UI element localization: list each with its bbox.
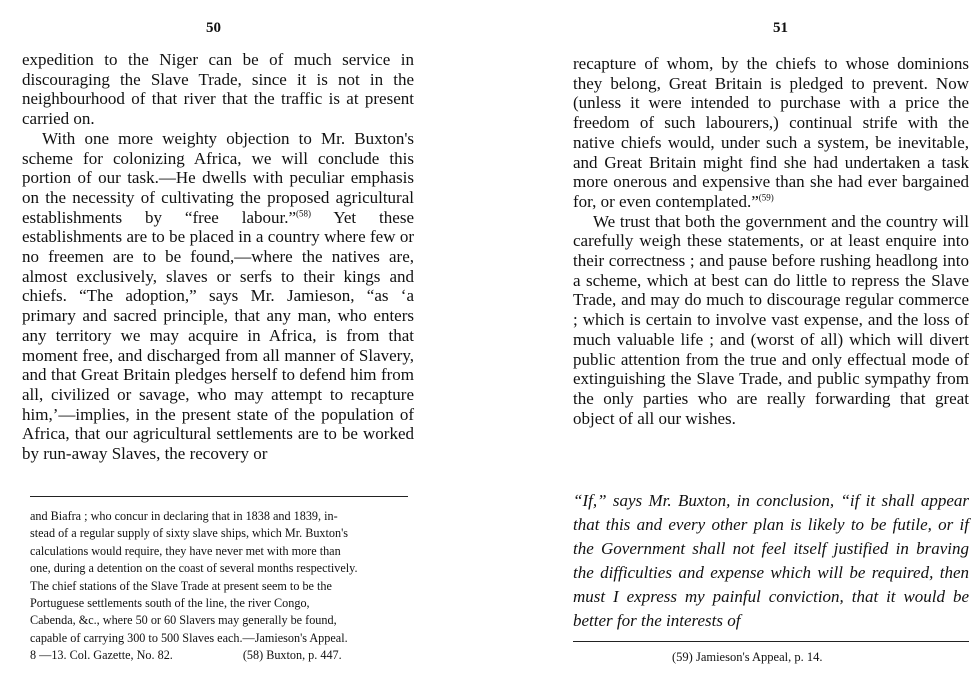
footnote-line: Portuguese settlements south of the line, the river Congo, — [30, 596, 310, 611]
paragraph: We trust that both the government and the country will carefully weigh these statements, or at least enquire into their correctness ; and pause before rushing headlong into a scheme, which at best can do little to repress the Slave Trade, and may do much to discourage regular commerce ; which is certain to involve vast expense, and the loss of much valuable life ; and (worst of all) which will divert public attention from the true and only effectual mode of extinguishing the Slave Trade, and public sympathy from the only parties who are really forwarding that great object of all our wishes. — [573, 211, 969, 428]
footnote-59: (59) Jamieson's Appeal, p. 14. — [672, 650, 823, 664]
footnote-line — [30, 647, 416, 664]
paragraph: expedition to the Niger can be of much service in discouraging the Slave Trade, since it is not in the neighbourhood of that river that the traffic is at present carried on. — [22, 50, 414, 129]
paragraph — [22, 129, 414, 464]
page-number: 50 — [206, 20, 221, 36]
body-text — [573, 54, 969, 428]
block-quote: “If,” says Mr. Buxton, in conclusion, “if it shall appear that this and every other plan is likely to be futile, or if the Government shall not feel itself justified in braving the difficulties and expense which will be required, then must I express my painful conviction, that it would be better for the interests of — [573, 491, 969, 630]
footnote-citation: 8 —13. Col. Gazette, No. 82. — [30, 648, 173, 663]
paragraph-text: With one more weighty objection to Mr. Buxton's scheme for colonizing Africa, we will conclude this portion of our task.—He dwells with peculiar emphasis on the necessity of cultivating the proposed agricultural establishments by “free labour.” — [22, 128, 414, 227]
page-number: 51 — [773, 20, 788, 36]
footnote-line: stead of a regular supply of sixty slave ships, which Mr. Buxton's — [30, 526, 349, 541]
footnote-line: calculations would require, they have never met with more than — [30, 543, 341, 558]
paragraph-text: recapture of whom, by the chiefs to whose dominions they belong, Great Britain is pledged to prevent. Now (unless it were intended to purchase with a price the freedom of such labourers,) continual strife with the native chiefs would, under such a system, be inevitable, and Great Britain might find she had undertaken a task more onerous and expensive than she had ever bargained for, or even contemplated.” — [573, 54, 969, 211]
paragraph-text: Yet these establishments are to be placed in a country where few or no freemen are to be found,—where the natives are, almost exclusively, slaves or serfs to their kings and chiefs. “The adoption,” says Mr. Jamieson, “as ‘a primary and sacred principle, that any man, who enters any territory we may acquire in Africa, is from that moment free, and discharged from all manner of Slavery, and that Great Britain pledges herself to defend him from all, civilized or savage, who may attempt to recapture him,’—implies, in the present state of the population of Africa, that our agricultural settlements are to be worked by run-away Slaves, the recovery or — [22, 207, 414, 464]
footnote-reference: (59) — [758, 192, 774, 203]
footnote-line: and Biafra ; who concur in declaring that in 1838 and 1839, in- — [30, 509, 338, 523]
footnote-reference: (58) — [296, 207, 312, 218]
footnote-line: Cabenda, &c., where 50 or 60 Slavers may generally be found, — [30, 613, 337, 628]
left-page — [0, 0, 470, 680]
footnote-line: one, during a detention on the coast of several months respectively. — [30, 561, 358, 576]
footnotes — [30, 508, 416, 665]
right-page — [530, 0, 980, 680]
footnote-divider — [573, 641, 969, 642]
footnote-line: capable of carrying 300 to 500 Slaves each.—Jamieson's Appeal. — [30, 630, 348, 645]
body-text — [22, 50, 414, 464]
footnote-58: (58) Buxton, p. 447. — [242, 648, 342, 663]
paragraph — [573, 54, 969, 212]
footnote-line: The chief stations of the Slave Trade at present seem to be the — [30, 578, 332, 593]
footnote-divider — [30, 496, 408, 497]
